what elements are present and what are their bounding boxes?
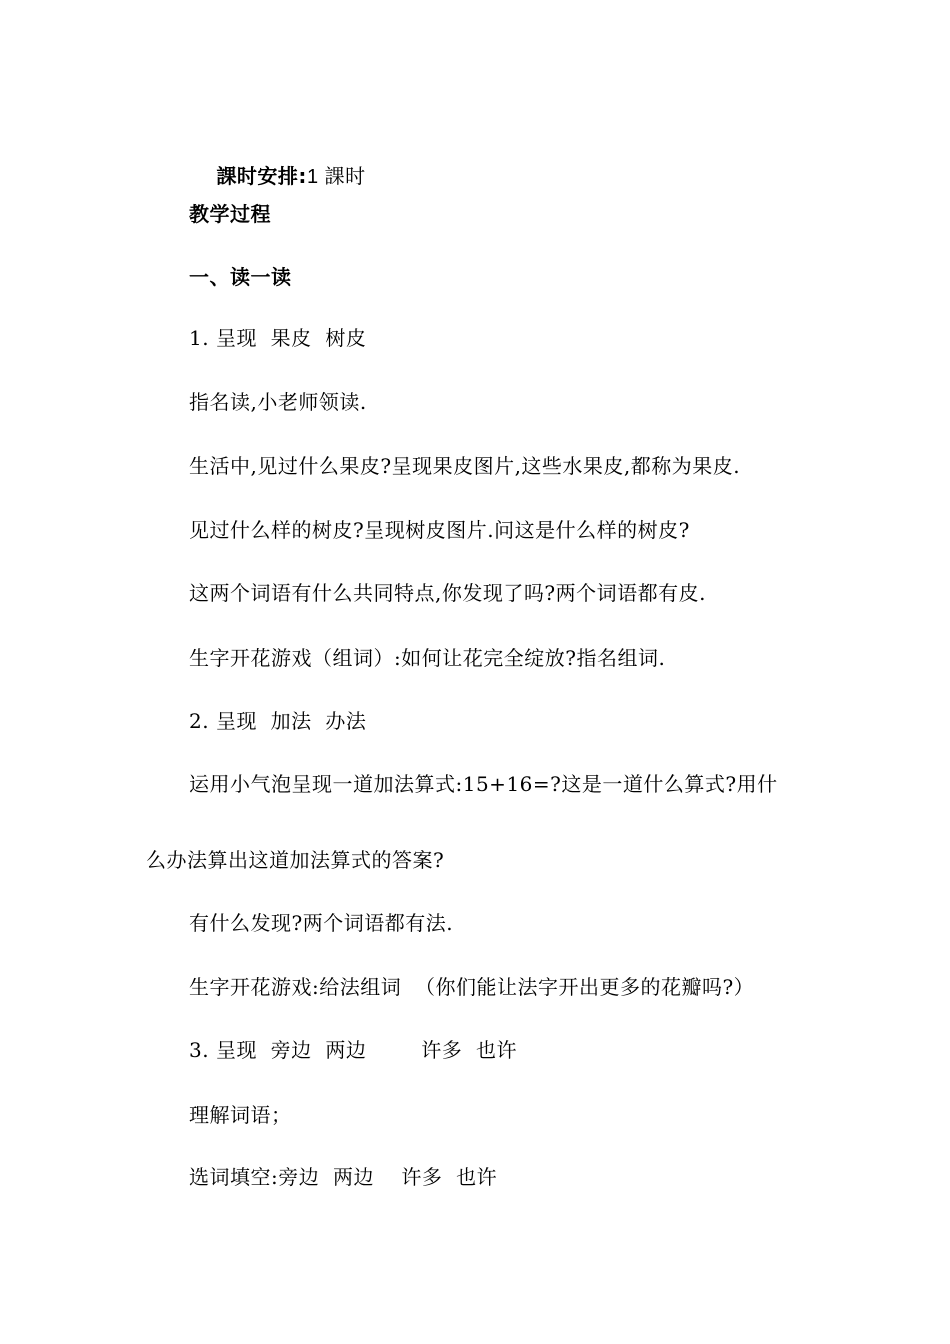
schedule-value: 1 課时 [306,166,366,188]
item-3-heading: 3. 呈现 旁边 两边 许多 也许 [189,1038,517,1062]
paragraph-line: 生活中,见过什么果皮?呈现果皮图片,这些水果皮,都称为果皮. [189,454,741,478]
paragraph-line: 这两个词语有什么共同特点,你发现了吗?两个词语都有皮. [189,581,706,605]
paragraph-line: 生字开花游戏（组词）:如何让花完全绽放?指名组词. [189,646,666,670]
paragraph-line: 理解词语； [189,1103,292,1127]
paragraph-line: 指名读,小老师领读. [189,390,367,414]
process-heading: 教学过程 [189,202,271,226]
paragraph-line-continuation: 么办法算出这道加法算式的答案? [146,848,445,872]
schedule-label: 課时安排: [216,164,307,188]
section1-heading: 一、读一读 [189,265,292,289]
paragraph-line: 见过什么样的树皮?呈现树皮图片.问这是什么样的树皮? [189,518,690,542]
item-1-heading: 1. 呈现 果皮 树皮 [189,326,367,350]
paragraph-line: 生字开花游戏:给法组词 （你们能让法字开出更多的花瓣吗?） [189,975,755,999]
item-2-heading: 2. 呈现 加法 办法 [189,709,367,733]
paragraph-line: 选词填空:旁边 两边 许多 也许 [189,1165,498,1189]
paragraph-line: 有什么发现?两个词语都有法. [189,911,454,935]
paragraph-line: 运用小气泡呈现一道加法算式:15+16=?这是一道什么算式?用什 [189,772,778,796]
